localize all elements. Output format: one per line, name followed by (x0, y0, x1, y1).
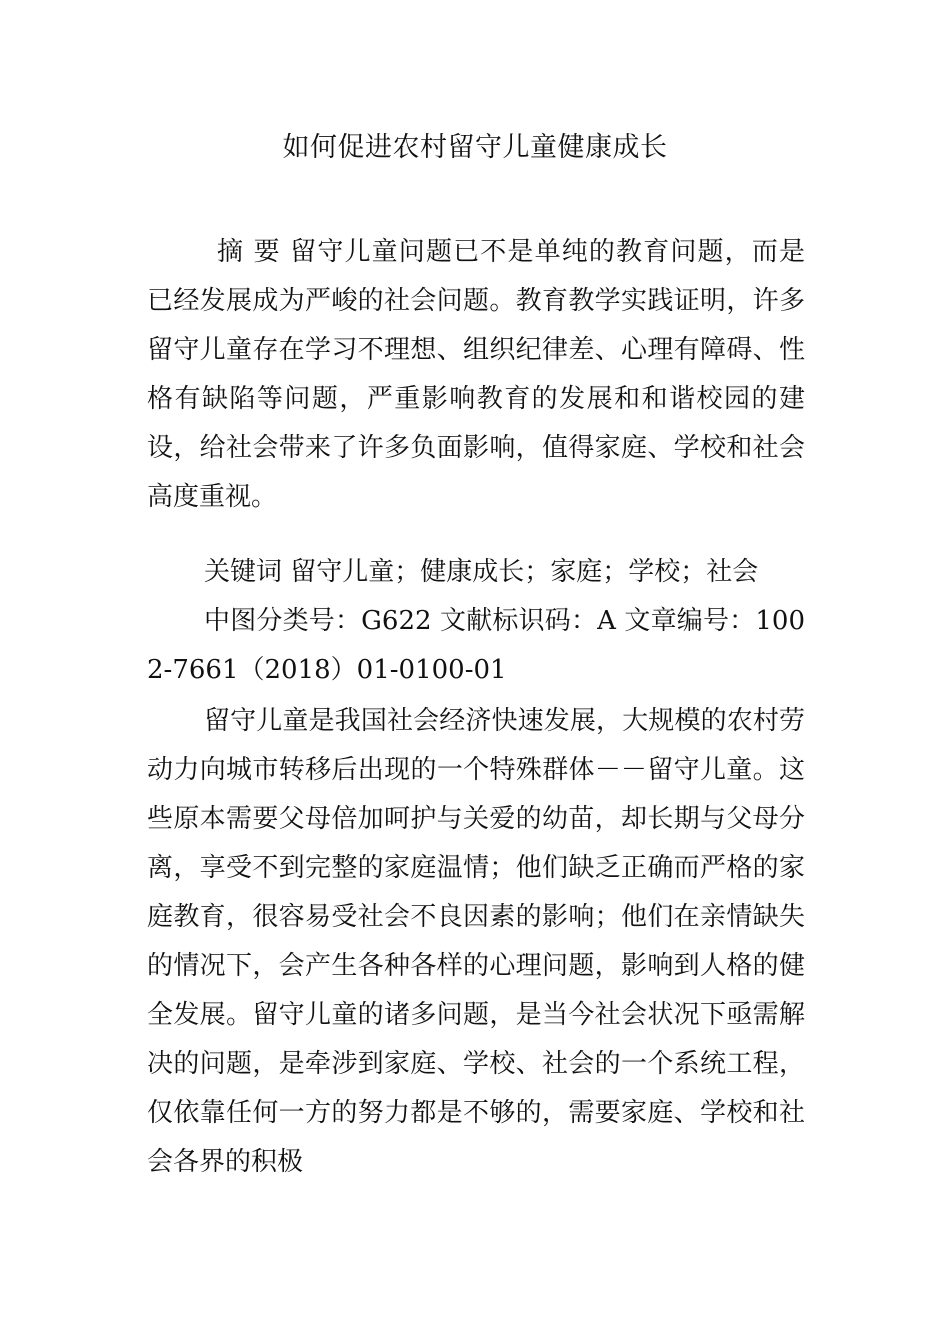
abstract-label: 摘 要 (217, 237, 281, 267)
article-title: 如何促进农村留守儿童健康成长 (282, 132, 668, 163)
keywords-line (147, 548, 805, 597)
keywords-text: 留守儿童；健康成长；家庭；学校；社会 (290, 557, 759, 587)
body-paragraph: 留守儿童是我国社会经济快速发展，大规模的农村劳动力向城市转移后出现的一个特殊群体－－留守儿童。这些原本需要父母倍加呵护与关爱的幼苗，却长期与父母分离，享受不到完整的家庭温情；他们缺乏正确而严格的家庭教育，很容易受社会不良因素的影响；他们在亲情缺失的情况下，会产生各种各样的心理问题，影响到人格的健全发展。留守儿童的诸多问题，是当今社会状况下亟需解决的问题，是牵涉到家庭、学校、社会的一个系统工程，仅依靠任何一方的努力都是不够的，需要家庭、学校和社会各界的积极 (147, 706, 805, 1177)
classification-info: 中图分类号：G622 文献标识码：A 文章编号：1002-7661（2018）01-0100-01 (147, 606, 805, 685)
abstract-paragraph (147, 228, 805, 522)
keywords-label: 关键词 (204, 557, 283, 587)
abstract-text: 留守儿童问题已不是单纯的教育问题，而是已经发展成为严峻的社会问题。教育教学实践证明，许多留守儿童存在学习不理想、组织纪律差、心理有障碍、性格有缺陷等问题，严重影响教育的发展和和谐校园的建设，给社会带来了许多负面影响，值得家庭、学校和社会高度重视。 (147, 237, 805, 512)
